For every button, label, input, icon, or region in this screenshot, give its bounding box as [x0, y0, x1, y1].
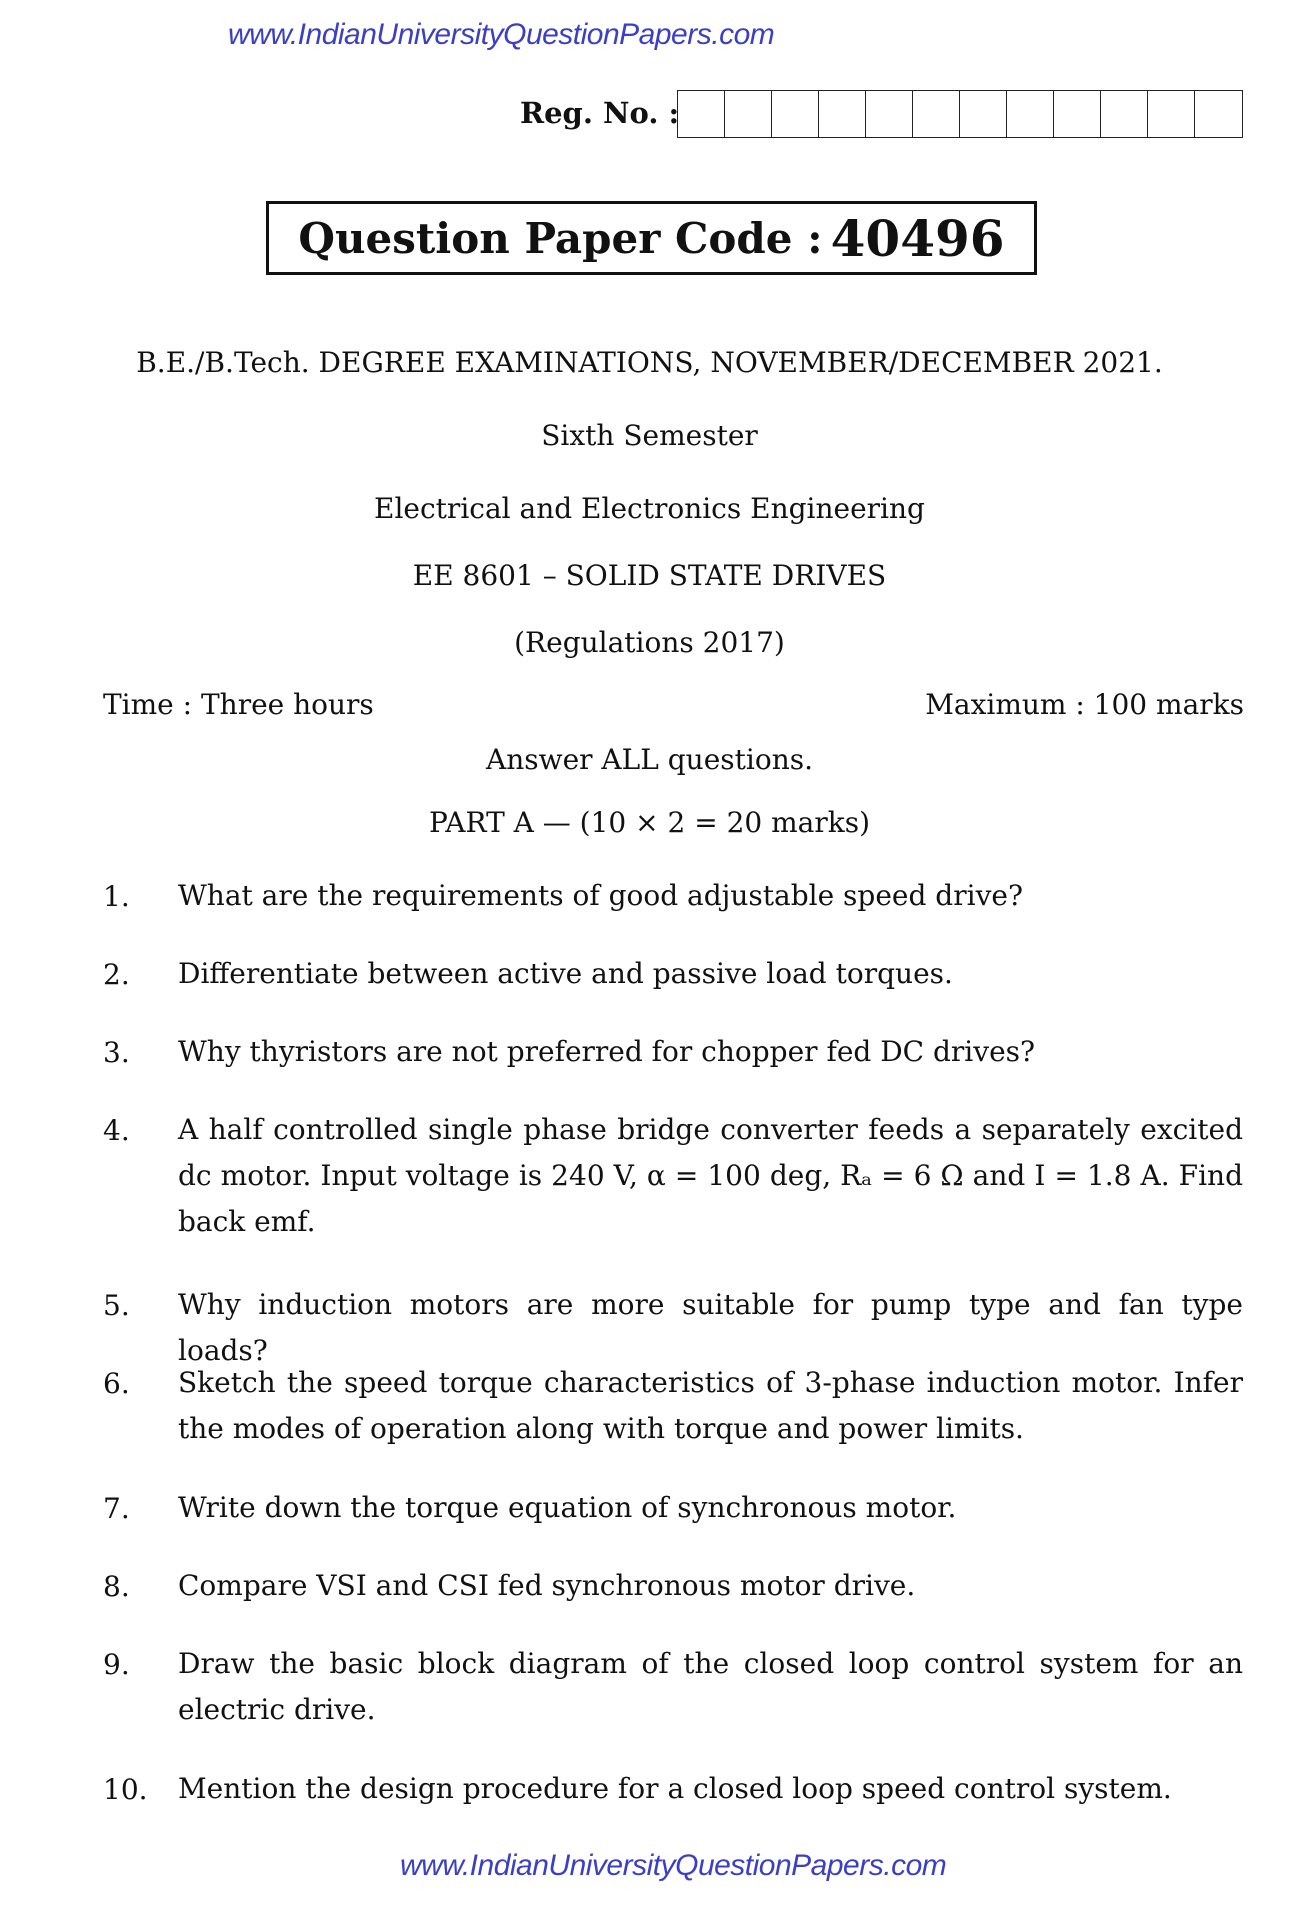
course-title: EE 8601 – SOLID STATE DRIVES: [412, 559, 887, 592]
part-a-heading: PART A — (10 × 2 = 20 marks): [429, 806, 870, 839]
reg-no-box[interactable]: [1101, 91, 1148, 137]
question-text: Write down the torque equation of synchronous motor.: [178, 1491, 957, 1524]
question-number: 3.: [103, 1036, 130, 1069]
question-text: Differentiate between active and passive load torques.: [178, 957, 953, 990]
reg-no-label: Reg. No. :: [520, 96, 680, 130]
question-text: Draw the basic block diagram of the closed loop control system for an electric drive.: [178, 1647, 1243, 1726]
question-paper-code-box: [266, 201, 1037, 275]
question-number: 7.: [103, 1492, 130, 1525]
question-number: 4.: [103, 1114, 130, 1147]
question-text: Compare VSI and CSI fed synchronous motor drive.: [178, 1569, 916, 1602]
question-text: What are the requirements of good adjustable speed drive?: [178, 879, 1023, 912]
watermark-top: www.IndianUniversityQuestionPapers.com: [228, 18, 775, 51]
question-text: A half controlled single phase bridge converter feeds a separately excited dc motor. Input voltage is 240 V, α = 100 deg, Rₐ = 6 Ω and I = 1.8 A. Find back emf.: [178, 1113, 1243, 1238]
reg-no-box[interactable]: [1148, 91, 1195, 137]
exam-title: B.E./B.Tech. DEGREE EXAMINATIONS, NOVEMBER/DECEMBER 2021.: [136, 346, 1163, 379]
question-number: 6.: [103, 1367, 130, 1400]
question-paper-code-label: Question Paper Code :: [298, 213, 823, 263]
reg-no-box[interactable]: [866, 91, 913, 137]
reg-no-box[interactable]: [772, 91, 819, 137]
question-number: 9.: [103, 1648, 130, 1681]
semester: Sixth Semester: [541, 419, 758, 452]
reg-no-box[interactable]: [725, 91, 772, 137]
question-paper-code-value: 40496: [830, 208, 1005, 268]
reg-no-box[interactable]: [1054, 91, 1101, 137]
question-number: 10.: [103, 1773, 148, 1806]
watermark-bottom: www.IndianUniversityQuestionPapers.com: [400, 1849, 947, 1882]
reg-no-box[interactable]: [1007, 91, 1054, 137]
instruction: Answer ALL questions.: [485, 743, 814, 776]
reg-no-box[interactable]: [1195, 91, 1242, 137]
question-text: Why thyristors are not preferred for chopper fed DC drives?: [178, 1035, 1036, 1068]
question-number: 1.: [103, 880, 130, 913]
reg-no-box[interactable]: [913, 91, 960, 137]
question-text: Sketch the speed torque characteristics of 3-phase induction motor. Infer the modes of operation along with torque and power limits.: [178, 1366, 1243, 1445]
question-number: 8.: [103, 1570, 130, 1603]
question-number: 5.: [103, 1289, 130, 1322]
time-allowed: Time : Three hours: [103, 688, 374, 721]
reg-no-boxes[interactable]: [677, 90, 1243, 138]
question-text: Why induction motors are more suitable for pump type and fan type loads?: [178, 1288, 1243, 1367]
regulations: (Regulations 2017): [514, 626, 785, 659]
reg-no-box[interactable]: [819, 91, 866, 137]
maximum-marks: Maximum : 100 marks: [925, 688, 1244, 721]
question-number: 2.: [103, 958, 130, 991]
question-text: Mention the design procedure for a closed loop speed control system.: [178, 1772, 1172, 1805]
department: Electrical and Electronics Engineering: [374, 492, 925, 525]
reg-no-box[interactable]: [678, 91, 725, 137]
reg-no-box[interactable]: [960, 91, 1007, 137]
